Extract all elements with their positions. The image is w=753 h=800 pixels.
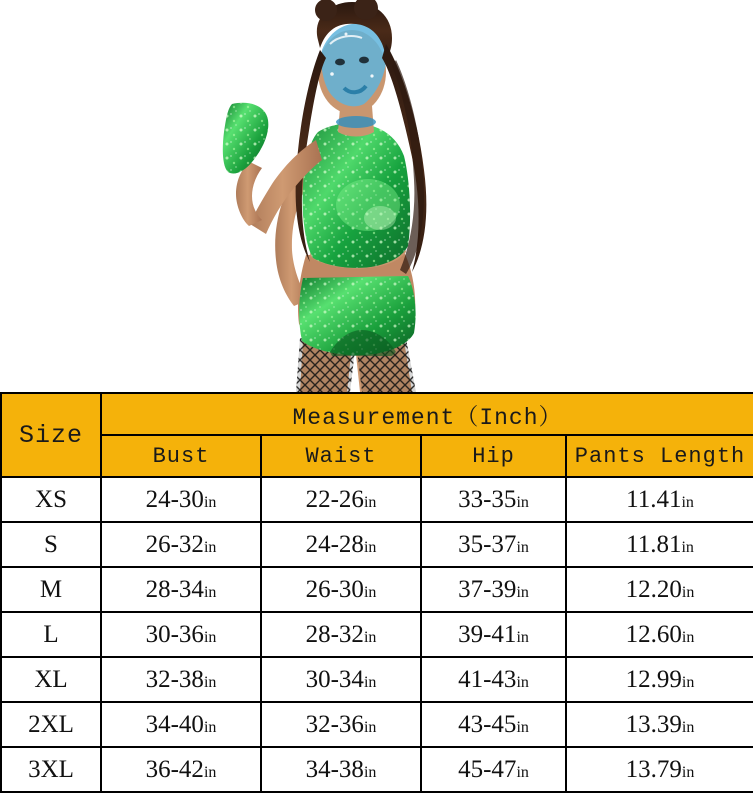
row-size: 3XL (1, 747, 101, 792)
row-hip: 33-35in (421, 477, 566, 522)
row-bust: 30-36in (101, 612, 261, 657)
header-waist: Waist (261, 435, 421, 477)
table-row (1, 522, 753, 567)
row-hip: 43-45in (421, 702, 566, 747)
size-chart-table (0, 392, 753, 793)
table-row (1, 477, 753, 522)
row-bust: 24-30in (101, 477, 261, 522)
table-row (1, 702, 753, 747)
choker (336, 116, 376, 128)
header-size: Size (1, 393, 101, 477)
row-size: S (1, 522, 101, 567)
row-pants-length: 12.60in (566, 612, 753, 657)
row-hip: 45-47in (421, 747, 566, 792)
row-bust: 26-32in (101, 522, 261, 567)
table-header-row-top (1, 393, 753, 435)
row-hip: 39-41in (421, 612, 566, 657)
table-row (1, 612, 753, 657)
row-pants-length: 11.81in (566, 522, 753, 567)
row-size: 2XL (1, 702, 101, 747)
header-pants-length: Pants Length (566, 435, 753, 477)
row-size: L (1, 612, 101, 657)
table-row (1, 567, 753, 612)
product-photo (0, 0, 753, 392)
row-pants-length: 13.39in (566, 702, 753, 747)
row-waist: 34-38in (261, 747, 421, 792)
row-waist: 30-34in (261, 657, 421, 702)
header-measurement: Measurement（Inch） (101, 393, 753, 435)
row-size: XS (1, 477, 101, 522)
row-hip: 41-43in (421, 657, 566, 702)
table-row (1, 747, 753, 792)
row-waist: 26-30in (261, 567, 421, 612)
table-row (1, 657, 753, 702)
table-header-row-columns (1, 435, 753, 477)
model-illustration (0, 0, 753, 392)
row-hip: 35-37in (421, 522, 566, 567)
row-size: M (1, 567, 101, 612)
size-chart-table-wrapper (0, 392, 753, 800)
row-bust: 32-38in (101, 657, 261, 702)
row-waist: 22-26in (261, 477, 421, 522)
row-waist: 32-36in (261, 702, 421, 747)
row-pants-length: 11.41in (566, 477, 753, 522)
row-pants-length: 13.79in (566, 747, 753, 792)
row-size: XL (1, 657, 101, 702)
row-hip: 37-39in (421, 567, 566, 612)
header-hip: Hip (421, 435, 566, 477)
row-bust: 36-42in (101, 747, 261, 792)
row-bust: 28-34in (101, 567, 261, 612)
row-pants-length: 12.99in (566, 657, 753, 702)
row-waist: 28-32in (261, 612, 421, 657)
row-pants-length: 12.20in (566, 567, 753, 612)
row-waist: 24-28in (261, 522, 421, 567)
header-bust: Bust (101, 435, 261, 477)
row-bust: 34-40in (101, 702, 261, 747)
